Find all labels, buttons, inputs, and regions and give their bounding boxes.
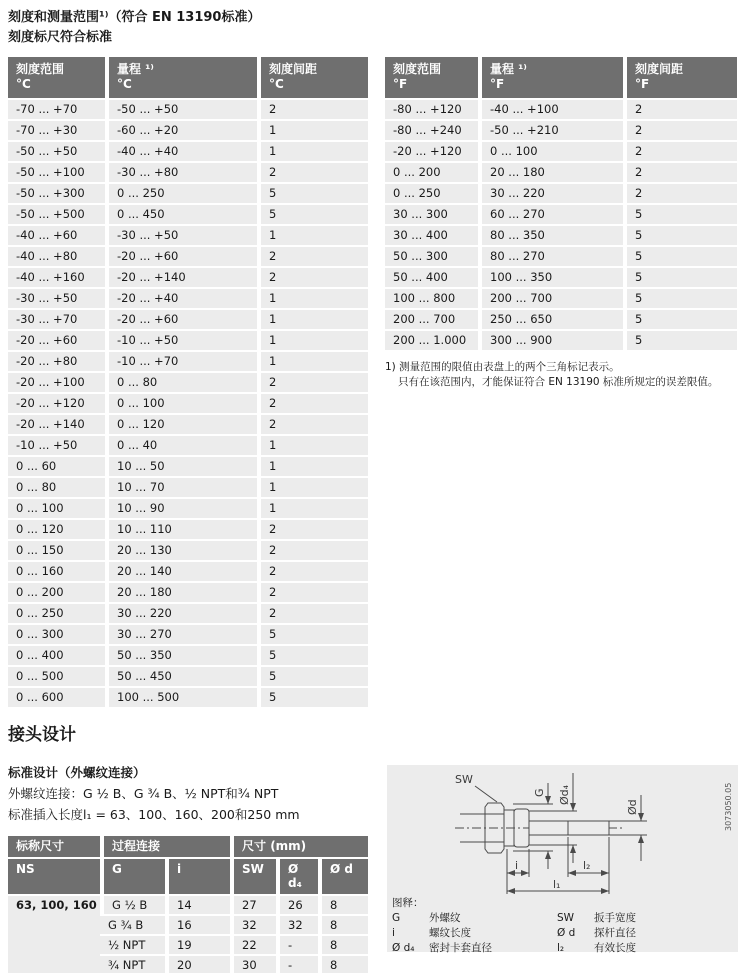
dimension-label-d4: Ød₄: [558, 784, 571, 805]
table-cell: 2: [257, 415, 368, 436]
table-cell: 200 ... 1.000: [385, 331, 478, 352]
table-cell: 2: [623, 163, 737, 184]
table-cell: -20 ... +140: [105, 268, 257, 289]
dimension-label-d: Ød: [626, 799, 639, 815]
table-cell: 外螺纹: [429, 912, 461, 924]
table-cell: 30 ... 270: [105, 625, 257, 646]
col-header-d: Ø d: [318, 859, 368, 896]
table-cell: 1: [257, 289, 368, 310]
table-cell: 0 ... 500: [8, 667, 105, 688]
table-cell: -: [276, 936, 318, 956]
table-cell: -20 ... +120: [8, 394, 105, 415]
design-subheading: 标准设计（外螺纹连接）: [8, 765, 146, 780]
table-cell: -40 ... +100: [478, 100, 623, 121]
group-header-dimensions: 尺寸 (mm): [230, 836, 368, 859]
table-cell: 32: [276, 916, 318, 936]
table-cell: 0 ... 100: [8, 499, 105, 520]
table-cell: 2: [623, 142, 737, 163]
table-cell: -20 ... +140: [8, 415, 105, 436]
table-row: [385, 205, 737, 226]
table-row: [8, 436, 368, 457]
drawing-svg: [387, 765, 738, 895]
table-cell: 1: [257, 310, 368, 331]
table-cell: 0 ... 450: [105, 205, 257, 226]
legend-table: [392, 911, 636, 956]
fahrenheit-table: [385, 57, 737, 352]
table-row: [8, 310, 368, 331]
table-cell: 30 ... 220: [478, 184, 623, 205]
table-cell: 200 ... 700: [385, 310, 478, 331]
table-cell: 0 ... 60: [8, 457, 105, 478]
table-cell: 100 ... 800: [385, 289, 478, 310]
table-cell: ½ NPT: [100, 936, 165, 956]
table-cell: 2: [257, 583, 368, 604]
footnote-line2: 只有在该范围内，才能保证符合 EN 13190 标准所规定的误差限值。: [398, 376, 719, 388]
table-row: [8, 247, 368, 268]
table-cell: 80 ... 350: [478, 226, 623, 247]
table-cell: 100 ... 350: [478, 268, 623, 289]
table-cell: -20 ... +100: [8, 373, 105, 394]
table-cell: 密封卡套直径: [429, 942, 492, 954]
table-cell: 1: [257, 331, 368, 352]
table-cell: -50 ... +50: [105, 100, 257, 121]
table-cell: 19: [165, 936, 230, 956]
table-cell: -50 ... +100: [8, 163, 105, 184]
table-cell: 8: [318, 936, 368, 956]
table-cell: 1: [257, 478, 368, 499]
table-cell: 22: [230, 936, 276, 956]
table-cell: 5: [257, 688, 368, 709]
table-row: [385, 184, 737, 205]
page-subtitle: 刻度标尺符合标准: [8, 30, 113, 45]
table-row: [385, 331, 737, 352]
col-header-g: G: [100, 859, 165, 896]
table-row: [8, 457, 368, 478]
table-cell: -30 ... +70: [8, 310, 105, 331]
table-cell: 0 ... 250: [385, 184, 478, 205]
table-row: [8, 667, 368, 688]
table-cell: 16: [165, 916, 230, 936]
table-cell: 2: [257, 373, 368, 394]
table-cell: l₂: [557, 942, 565, 954]
table-row: [8, 289, 368, 310]
table-row: [8, 226, 368, 247]
table-cell: 0 ... 160: [8, 562, 105, 583]
table-cell: 0 ... 250: [105, 184, 257, 205]
column-header-row: [8, 859, 368, 896]
table-cell: 20 ... 180: [105, 583, 257, 604]
table-cell: -20 ... +60: [8, 331, 105, 352]
table-row: [385, 142, 737, 163]
table-cell: -10 ... +50: [105, 331, 257, 352]
table-cell: -30 ... +50: [8, 289, 105, 310]
table-cell: 5: [257, 184, 368, 205]
table-row: [8, 896, 368, 916]
table-cell: -10 ... +50: [8, 436, 105, 457]
fahrenheit-table-body: [385, 100, 737, 352]
table-cell: i: [392, 927, 395, 939]
doc-number: 3073050.05: [724, 782, 733, 831]
table-cell: 1: [257, 121, 368, 142]
table-cell: 0 ... 80: [8, 478, 105, 499]
table-cell: 5: [623, 247, 737, 268]
thread-types-line: 外螺纹连接：G ½ B、G ¾ B、½ NPT和¾ NPT: [8, 786, 279, 801]
table-cell: 10 ... 110: [105, 520, 257, 541]
table-cell: 300 ... 900: [478, 331, 623, 352]
table-cell: 2: [623, 121, 737, 142]
table-row: [8, 100, 368, 121]
table-cell: -30 ... +50: [105, 226, 257, 247]
table-cell: 20: [165, 956, 230, 973]
table-cell: 2: [257, 604, 368, 625]
table-cell: 10 ... 70: [105, 478, 257, 499]
table-cell: 50 ... 350: [105, 646, 257, 667]
group-header-nominal-size: 标称尺寸: [8, 836, 100, 859]
table-cell: -40 ... +80: [8, 247, 105, 268]
table-row: [385, 289, 737, 310]
table-cell: 5: [623, 226, 737, 247]
table-cell: 0 ... 120: [105, 415, 257, 436]
table-cell: 30 ... 400: [385, 226, 478, 247]
table-cell: 5: [257, 667, 368, 688]
column-header-graduation: 刻度间距 °F: [623, 57, 737, 100]
table-cell: 0 ... 200: [8, 583, 105, 604]
table-cell: 100 ... 500: [105, 688, 257, 709]
header-row: [8, 57, 368, 100]
table-cell: 0 ... 300: [8, 625, 105, 646]
table-cell: 2: [257, 247, 368, 268]
table-cell: -20 ... +80: [8, 352, 105, 373]
table-cell: -50 ... +500: [8, 205, 105, 226]
table-cell: -20 ... +60: [105, 310, 257, 331]
table-cell: 26: [276, 896, 318, 916]
table-cell: 5: [257, 646, 368, 667]
table-row: [8, 646, 368, 667]
table-cell: 0 ... 100: [105, 394, 257, 415]
table-cell: 5: [623, 331, 737, 352]
table-cell: -50 ... +50: [8, 142, 105, 163]
table-row: [392, 941, 636, 956]
page-title: 刻度和测量范围¹⁾（符合 EN 13190标准）: [8, 10, 261, 25]
table-cell: -20 ... +120: [385, 142, 478, 163]
table-row: [385, 247, 737, 268]
table-cell: 0 ... 600: [8, 688, 105, 709]
table-row: [385, 268, 737, 289]
dimension-label-l2: l₂: [583, 859, 591, 872]
probe-stem: [529, 821, 609, 835]
footnote: [385, 360, 718, 390]
table-cell: 200 ... 700: [478, 289, 623, 310]
table-row: [392, 911, 636, 926]
table-cell: 2: [257, 520, 368, 541]
table-row: [8, 331, 368, 352]
table-cell: 1: [257, 226, 368, 247]
table-row: [385, 100, 737, 121]
table-cell: 1: [257, 352, 368, 373]
table-cell: 5: [257, 205, 368, 226]
table-cell: G ½ B: [100, 896, 165, 916]
table-row: [8, 499, 368, 520]
table-cell: -30 ... +80: [105, 163, 257, 184]
table-row: [8, 121, 368, 142]
table-cell: -70 ... +30: [8, 121, 105, 142]
connection-table: [8, 836, 368, 973]
table-cell: 有效长度: [594, 942, 636, 954]
table-row: [8, 205, 368, 226]
table-cell: 0 ... 120: [8, 520, 105, 541]
table-cell: 2: [257, 163, 368, 184]
table-cell: 扳手宽度: [594, 912, 636, 924]
table-row: [8, 142, 368, 163]
table-cell: ¾ NPT: [100, 956, 165, 973]
table-cell: 0 ... 400: [8, 646, 105, 667]
group-header-process-connection: 过程连接: [100, 836, 230, 859]
table-cell: 2: [257, 268, 368, 289]
table-cell: 60 ... 270: [478, 205, 623, 226]
table-cell: G ¾ B: [100, 916, 165, 936]
table-cell: -60 ... +20: [105, 121, 257, 142]
table-cell: 50 ... 450: [105, 667, 257, 688]
table-cell: -80 ... +120: [385, 100, 478, 121]
celsius-table: [8, 57, 368, 709]
table-cell: -40 ... +60: [8, 226, 105, 247]
table-row: [8, 520, 368, 541]
table-row: [8, 583, 368, 604]
table-cell: 20 ... 180: [478, 163, 623, 184]
table-cell: 螺纹长度: [429, 927, 471, 939]
table-cell: 探杆直径: [594, 927, 636, 939]
table-cell: -50 ... +300: [8, 184, 105, 205]
table-cell: 30: [230, 956, 276, 973]
table-cell: 80 ... 270: [478, 247, 623, 268]
table-cell: 2: [257, 394, 368, 415]
table-cell: 5: [623, 205, 737, 226]
table-cell: 2: [257, 541, 368, 562]
table-cell: -50 ... +210: [478, 121, 623, 142]
column-header-span: 量程 ¹⁾ °F: [478, 57, 623, 100]
table-row: [385, 310, 737, 331]
dimension-label-l1: l₁: [553, 878, 561, 891]
table-cell: 5: [623, 268, 737, 289]
table-row: [8, 478, 368, 499]
column-header-graduation: 刻度间距 °C: [257, 57, 368, 100]
table-row: [385, 121, 737, 142]
table-cell: 1: [257, 499, 368, 520]
table-cell: -40 ... +160: [8, 268, 105, 289]
table-row: [8, 184, 368, 205]
column-header-span: 量程 ¹⁾ °C: [105, 57, 257, 100]
table-row: [385, 163, 737, 184]
table-cell: 1: [257, 457, 368, 478]
legend-title: 图释：: [392, 897, 424, 909]
table-cell: SW: [557, 912, 575, 924]
table-row: [8, 604, 368, 625]
col-header-i: i: [165, 859, 230, 896]
table-cell: 30 ... 220: [105, 604, 257, 625]
table-cell: 1: [257, 436, 368, 457]
table-cell: 50 ... 400: [385, 268, 478, 289]
table-cell: 5: [623, 310, 737, 331]
column-header-scale-range: 刻度范围 °F: [385, 57, 478, 100]
table-cell: 0 ... 200: [385, 163, 478, 184]
table-cell: 5: [623, 289, 737, 310]
drawing-legend: [392, 896, 732, 956]
table-row: [8, 163, 368, 184]
table-cell: 8: [318, 916, 368, 936]
table-cell: 30 ... 300: [385, 205, 478, 226]
table-cell: 2: [257, 100, 368, 121]
table-row: [385, 226, 737, 247]
table-cell: 2: [623, 184, 737, 205]
table-row: [8, 625, 368, 646]
table-cell: 1: [257, 142, 368, 163]
table-cell: 5: [257, 625, 368, 646]
table-cell: -80 ... +240: [385, 121, 478, 142]
table-cell: -10 ... +70: [105, 352, 257, 373]
section-heading: 接头设计: [8, 725, 76, 745]
table-cell: -20 ... +40: [105, 289, 257, 310]
table-cell: Ø d: [557, 927, 576, 939]
table-cell: 250 ... 650: [478, 310, 623, 331]
table-row: [8, 268, 368, 289]
table-row: [8, 415, 368, 436]
celsius-table-body: [8, 100, 368, 709]
table-row: [392, 926, 636, 941]
table-cell: Ø d₄: [392, 942, 415, 954]
technical-drawing: [387, 765, 738, 952]
table-row: [8, 541, 368, 562]
table-cell: 10 ... 50: [105, 457, 257, 478]
table-cell: 20 ... 130: [105, 541, 257, 562]
table-cell: 10 ... 90: [105, 499, 257, 520]
group-header-row: [8, 836, 368, 859]
table-cell: 2: [623, 100, 737, 121]
table-cell: -40 ... +40: [105, 142, 257, 163]
col-header-d4: Ø d₄: [276, 859, 318, 896]
dimension-label-i: i: [515, 859, 519, 872]
table-cell: 0 ... 40: [105, 436, 257, 457]
table-cell: -70 ... +70: [8, 100, 105, 121]
table-cell: 27: [230, 896, 276, 916]
insertion-length-line: 标准插入长度l₁ = 63、100、160、200和250 mm: [8, 807, 300, 822]
dimension-label-g: G: [533, 788, 546, 797]
table-cell: 8: [318, 896, 368, 916]
col-header-sw: SW: [230, 859, 276, 896]
table-cell: 2: [257, 562, 368, 583]
header-row: [385, 57, 737, 100]
table-cell: 50 ... 300: [385, 247, 478, 268]
table-cell: 8: [318, 956, 368, 973]
table-cell: 32: [230, 916, 276, 936]
table-cell: G: [392, 912, 401, 924]
table-cell: 0 ... 100: [478, 142, 623, 163]
table-row: [8, 562, 368, 583]
table-row: [8, 352, 368, 373]
table-cell: -: [276, 956, 318, 973]
table-cell: 0 ... 150: [8, 541, 105, 562]
dimension-label-sw: SW: [455, 773, 473, 786]
footnote-line1: 1) 测量范围的限值由表盘上的两个三角标记表示。: [385, 361, 620, 373]
table-cell: 14: [165, 896, 230, 916]
table-cell: -20 ... +60: [105, 247, 257, 268]
table-cell: 20 ... 140: [105, 562, 257, 583]
table-cell: 0 ... 80: [105, 373, 257, 394]
table-cell: 0 ... 250: [8, 604, 105, 625]
table-row: [8, 394, 368, 415]
table-row: [8, 688, 368, 709]
table-row: [8, 373, 368, 394]
ns-cell: 63, 100, 160: [8, 896, 100, 973]
col-header-ns: NS: [8, 859, 100, 896]
column-header-scale-range: 刻度范围 °C: [8, 57, 105, 100]
